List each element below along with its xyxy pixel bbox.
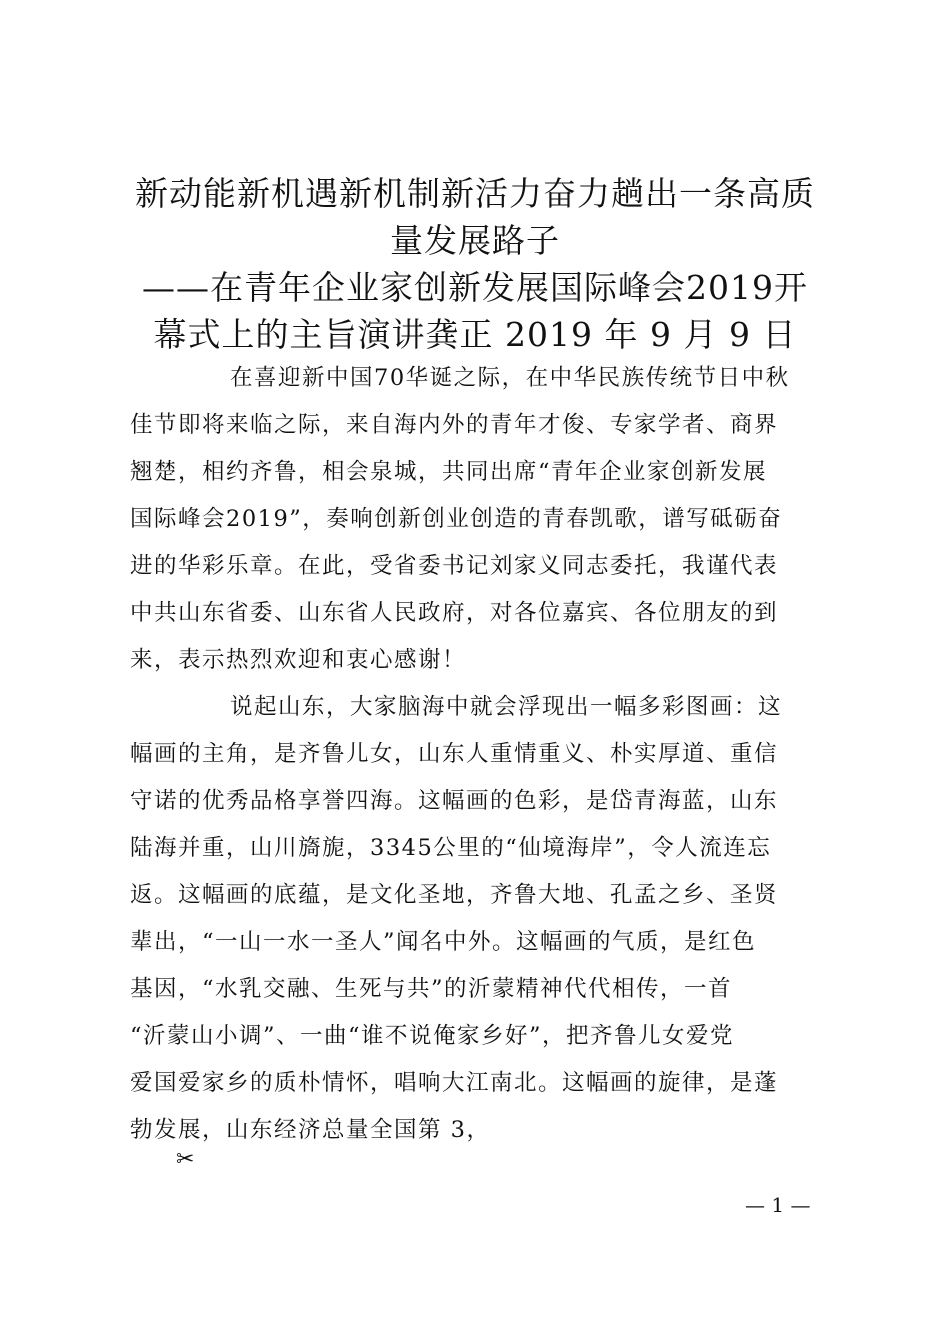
paragraph-line: 翘楚，相约齐鲁，相会泉城，共同出席“青年企业家创新发展: [130, 459, 768, 485]
paragraph-2: [130, 684, 820, 1154]
paragraph-line: 爱国爱家乡的质朴情怀，唱响大江南北。这幅画的旋律，是蓬: [130, 1070, 779, 1096]
paragraph-1: [130, 355, 820, 684]
document-body: [130, 355, 820, 1154]
paragraph-line: 说起山东，大家脑海中就会浮现出一幅多彩图画：这: [230, 694, 783, 720]
paragraph-line: 进的华彩乐章。在此，受省委书记刘家义同志委托，我谨代表: [130, 553, 779, 579]
document-title: [115, 170, 835, 358]
paragraph-line: 守诺的优秀品格享誉四海。这幅画的色彩，是岱青海蓝，山东: [130, 788, 779, 814]
paragraph-line: 返。这幅画的底蕴，是文化圣地，齐鲁大地、孔孟之乡、圣贤: [130, 882, 779, 908]
paragraph-line: 辈出，“一山一水一圣人”闻名中外。这幅画的气质，是红色: [130, 929, 757, 955]
paragraph-line: 来，表示热烈欢迎和衷心感谢！: [130, 647, 467, 673]
paragraph-line: 基因，“水乳交融、生死与共”的沂蒙精神代代相传，一首: [130, 976, 733, 1002]
subtitle-line: 幕式上的主旨演讲龚正 2019 年 9 月 9 日: [153, 315, 797, 354]
paragraph-line: 幅画的主角，是齐鲁儿女，山东人重情重义、朴实厚道、重信: [130, 741, 779, 767]
paragraph-line: 中共山东省委、山东省人民政府，对各位嘉宾、各位朋友的到: [130, 600, 779, 626]
paragraph-line: “沂蒙山小调”、一曲“谁不说俺家乡好”，把齐鲁儿女爱党: [130, 1023, 735, 1049]
paragraph-line: 在喜迎新中国70华诞之际，在中华民族传统节日中秋: [230, 365, 790, 391]
title-line: 量发展路子: [390, 221, 560, 260]
page-number: — 1 —: [745, 1193, 811, 1217]
title-line: 新动能新机遇新机制新活力奋力趟出一条高质: [135, 174, 815, 213]
paragraph-line: 佳节即将来临之际，来自海内外的青年才俊、专家学者、商界: [130, 412, 779, 438]
paragraph-line: 勃发展，山东经济总量全国第 3，: [130, 1117, 491, 1143]
subtitle-line: ——在青年企业家创新发展国际峰会2019开: [142, 268, 808, 307]
paragraph-line: 国际峰会2019”，奏响创新创业创造的青春凯歌，谱写砥砺奋: [130, 506, 783, 532]
paragraph-line: 陆海并重，山川旖旎，3345公里的“仙境海岸”，令人流连忘: [130, 835, 772, 861]
scissors-icon: ✂: [176, 1147, 195, 1172]
